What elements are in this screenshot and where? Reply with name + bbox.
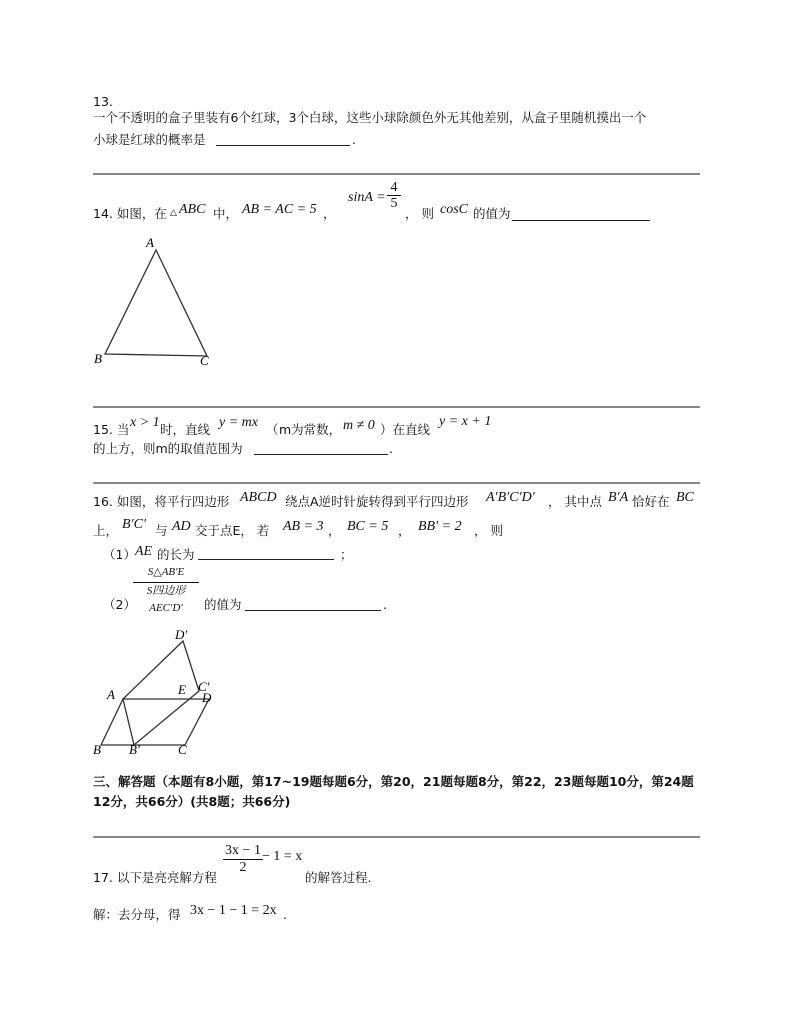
q16-fraction-numerator: S△AB′E: [147, 566, 185, 578]
q17-equation-fraction: [223, 843, 263, 876]
q16-text2: ， 其中点: [548, 494, 602, 509]
q14-label-a: A: [146, 235, 154, 250]
q14-sin-label: sinA =: [348, 190, 386, 205]
q16-label-c-prime: C′: [198, 679, 210, 694]
q16-part2-label: （2）: [103, 597, 136, 612]
q16-text5: ， 则: [474, 523, 503, 538]
q16-bb-eq: BB′ = 2: [418, 519, 462, 534]
q16-abcd-prime: A′B′C′D′: [486, 490, 535, 505]
q15-text-line2: 的上方，则m的取值范围为: [93, 441, 243, 456]
q17-denominator: 2: [239, 860, 247, 875]
q16-comma1: ，: [328, 523, 341, 538]
q15-m-const: m为常数，: [279, 422, 342, 437]
triangle-icon: △: [170, 208, 177, 218]
divider-rule: [93, 482, 700, 484]
q16-comma2: ，: [398, 523, 411, 538]
q13-end: .: [352, 132, 356, 147]
q16-parallelogram-figure: [88, 625, 228, 760]
q16-yu: 与: [155, 523, 168, 538]
q14-sin-fraction: [387, 180, 401, 211]
q14-then: ， 则: [405, 206, 434, 221]
q14-sin-numerator: 4: [390, 180, 398, 195]
q17-solution-end: .: [283, 907, 287, 922]
divider-rule: [93, 836, 700, 838]
q16-label-b: B: [93, 742, 101, 757]
q14-sin-denominator: 5: [390, 196, 398, 211]
q14-tail: 的值为: [473, 206, 511, 221]
q15-answer-blank[interactable]: [254, 454, 388, 455]
parallelogram-abcd-shape: [101, 699, 209, 745]
q14-prefix: 14. 如图，在: [93, 206, 167, 221]
q16-bc-prime: B′C′: [122, 517, 147, 532]
divider-rule: [93, 173, 700, 175]
q16-ad: AD: [172, 519, 191, 534]
q15-line-equation: y = mx: [219, 415, 258, 430]
q16-label-e: E: [178, 682, 186, 697]
q16-part1-text: 的长为: [157, 547, 195, 562]
parallelogram-ab1c1d1-shape: [123, 641, 199, 745]
q16-part2-text: 的值为: [204, 597, 242, 612]
q16-area-fraction: [133, 565, 199, 617]
q16-label-b-prime: B′: [129, 742, 140, 757]
q15-m-not-zero: m ≠ 0: [343, 418, 375, 433]
q16-part2-answer-blank[interactable]: [245, 610, 381, 611]
q16-part1-label: （1）: [103, 547, 136, 562]
q17-solution-label: 解：去分母，得: [93, 907, 181, 922]
q16-ae: AE: [135, 544, 153, 559]
q16-text3: 恰好在: [632, 494, 670, 509]
q16-text4: 交于点E， 若: [195, 523, 270, 538]
q15-end: .: [389, 441, 393, 456]
q16-part1-end: ；: [340, 547, 353, 562]
q14-mid: 中，: [213, 206, 239, 221]
divider-rule: [93, 406, 700, 408]
section3-heading-line1: 三、解答题（本题有8小题，第17~19题每题6分，第20，21题每题8分，第22，23题每题10分，第24题: [93, 774, 694, 789]
q17-solution-equation: 3x − 1 − 1 = 2x: [190, 903, 277, 918]
q13-text-line2: 小球是红球的概率是: [93, 132, 206, 147]
q14-equation: AB = AC = 5: [242, 202, 317, 217]
q16-abcd: ABCD: [240, 490, 277, 505]
q16-label-d: D: [202, 690, 212, 705]
q16-line2-start: 上，: [93, 523, 119, 538]
q16-part2-end: .: [383, 597, 387, 612]
q14-label-c: C: [200, 353, 209, 368]
triangle-abc-shape: [105, 250, 207, 356]
q13-number: 13.: [93, 94, 113, 109]
q16-label-c: C: [178, 742, 187, 757]
q16-label-a: A: [107, 687, 115, 702]
q15-condition: x > 1: [130, 415, 160, 430]
q16-text1: 绕点A逆时针旋转得到平行四边形: [285, 494, 469, 509]
q13-answer-blank[interactable]: [216, 145, 350, 146]
q14-abc: ABC: [179, 202, 206, 217]
q16-bc: BC: [676, 490, 694, 505]
q13-text-line1: 一个不透明的盒子里装有6个红球，3个白球，这些小球除颜色外无其他差别，从盒子里随机摸出一个: [93, 110, 647, 125]
q17-prefix: 17. 以下是亮亮解方程: [93, 870, 217, 885]
q15-paren-open: （: [266, 422, 279, 437]
q16-part1-answer-blank[interactable]: [198, 559, 334, 560]
q16-ba-prime: B′A: [608, 490, 629, 505]
q16-ab-eq: AB = 3: [283, 519, 324, 534]
q15-paren-close: ）在直线: [380, 422, 431, 437]
q17-numerator: 3x − 1: [225, 843, 261, 858]
q14-cos: cosC: [440, 202, 468, 217]
q14-answer-blank[interactable]: [512, 220, 650, 221]
q16-bc-eq: BC = 5: [347, 519, 389, 534]
q15-line2-equation: y = x + 1: [439, 414, 492, 429]
q14-triangle-figure: [88, 233, 218, 371]
q14-comma: ，: [323, 206, 336, 221]
q15-text1: 时，直线: [160, 422, 211, 437]
q16-label-d-prime: D′: [175, 627, 188, 642]
q17-equation-rest: − 1 = x: [262, 849, 303, 864]
q16-fraction-denominator: S四边形AEC′D′: [146, 585, 186, 614]
section3-heading-line2: 12分，共66分）(共8题；共66分): [93, 794, 291, 809]
q16-prefix: 16. 如图，将平行四边形: [93, 494, 230, 509]
q15-prefix: 15. 当: [93, 422, 130, 437]
q14-label-b: B: [94, 351, 102, 366]
q17-tail: 的解答过程.: [305, 870, 372, 885]
